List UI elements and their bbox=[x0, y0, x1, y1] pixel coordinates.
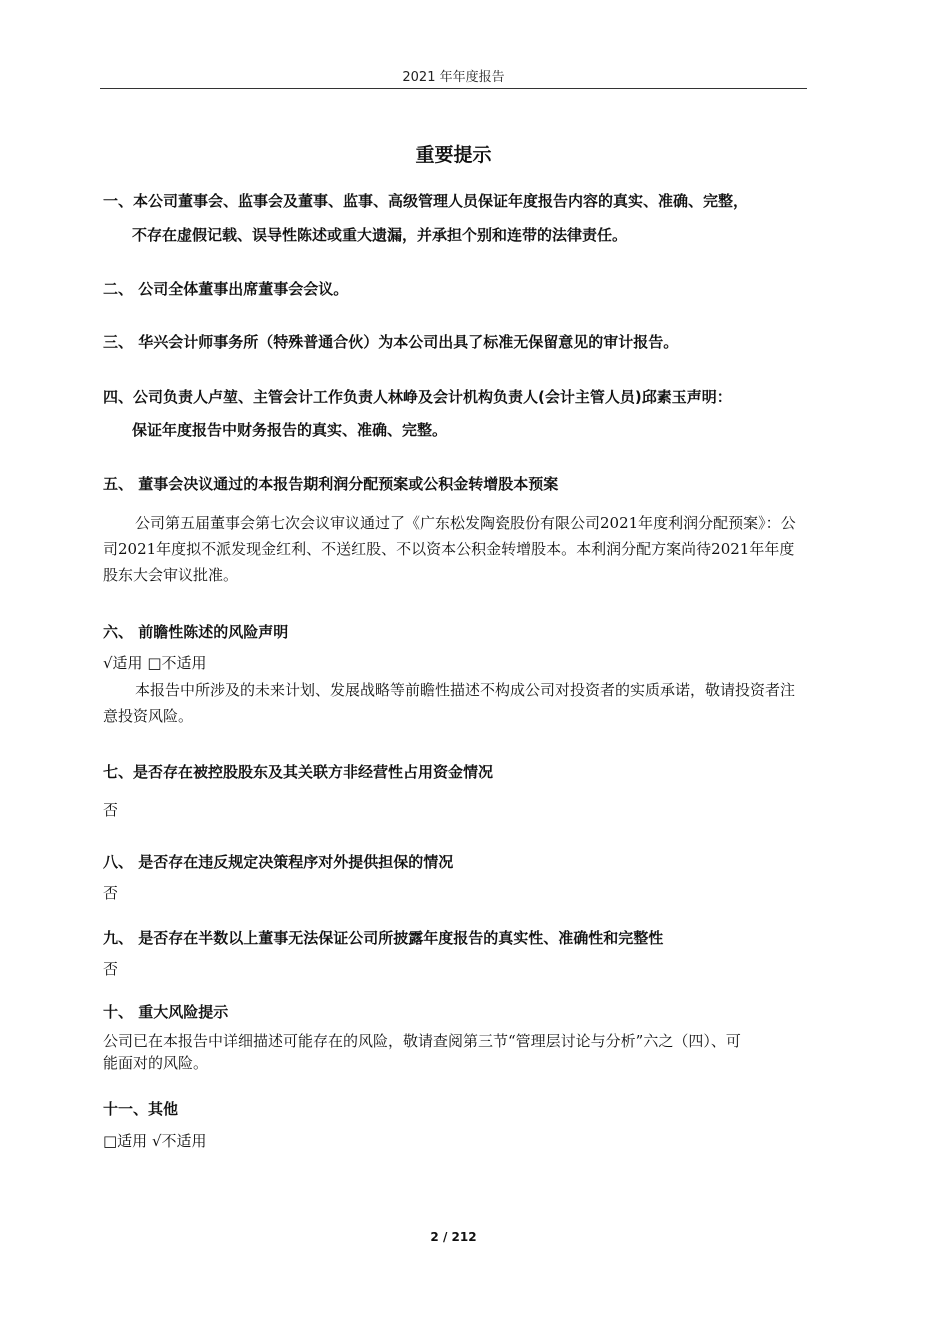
item-6-heading: 六、 前瞻性陈述的风险声明 bbox=[103, 623, 289, 641]
page-title: 重要提示 bbox=[415, 144, 492, 166]
page-number: 2 / 212 bbox=[430, 1230, 477, 1244]
item-2: 二、 公司全体董事出席董事会会议。 bbox=[103, 280, 349, 298]
item-1-line-2: 不存在虚假记载、误导性陈述或重大遗漏，并承担个别和连带的法律责任。 bbox=[132, 226, 628, 244]
item-3: 三、 华兴会计师事务所（特殊普通合伙）为本公司出具了标准无保留意见的审计报告。 bbox=[103, 333, 679, 351]
item-5-body: 公司第五届董事会第七次会议审议通过了《广东松发陶瓷股份有限公司2021年度利润分配预案》：公司2021年度拟不派发现金红利、不送红股、不以资本公积金转增股本。本利润分配方案尚待2021年年度股东大会审议批准。 bbox=[103, 514, 796, 584]
item-7-answer: 否 bbox=[103, 801, 119, 819]
item-4-line-2: 保证年度报告中财务报告的真实、准确、完整。 bbox=[132, 421, 448, 439]
item-8-heading: 八、 是否存在违反规定决策程序对外提供担保的情况 bbox=[103, 853, 454, 871]
item-11-options: □适用 √不适用 bbox=[103, 1132, 207, 1150]
item-7-heading: 七、是否存在被控股股东及其关联方非经营性占用资金情况 bbox=[103, 763, 494, 781]
page-header: 2021 年年度报告 bbox=[402, 70, 505, 85]
item-10-heading: 十、 重大风险提示 bbox=[103, 1003, 229, 1021]
item-8-answer: 否 bbox=[103, 884, 119, 902]
item-11-heading: 十一、其他 bbox=[103, 1100, 179, 1118]
item-9-heading: 九、 是否存在半数以上董事无法保证公司所披露年度报告的真实性、准确性和完整性 bbox=[103, 929, 664, 947]
item-1-line-1: 一、本公司董事会、监事会及董事、监事、高级管理人员保证年度报告内容的真实、准确、完整， bbox=[103, 192, 749, 210]
item-9-answer: 否 bbox=[103, 960, 119, 978]
item-6-body: 本报告中所涉及的未来计划、发展战略等前瞻性描述不构成公司对投资者的实质承诺，敬请投资者注意投资风险。 bbox=[103, 681, 796, 725]
header-divider bbox=[100, 88, 807, 89]
item-5-heading: 五、 董事会决议通过的本报告期利润分配预案或公积金转增股本预案 bbox=[103, 475, 559, 493]
item-4-line-1: 四、公司负责人卢堃、主管会计工作负责人林峥及会计机构负责人(会计主管人员)邱素玉声明： bbox=[103, 388, 732, 406]
item-10-body: 公司已在本报告中详细描述可能存在的风险，敬请查阅第三节“管理层讨论与分析”六之（四）、可能面对的风险。 bbox=[103, 1032, 741, 1072]
item-6-options: √适用 □不适用 bbox=[103, 654, 207, 672]
